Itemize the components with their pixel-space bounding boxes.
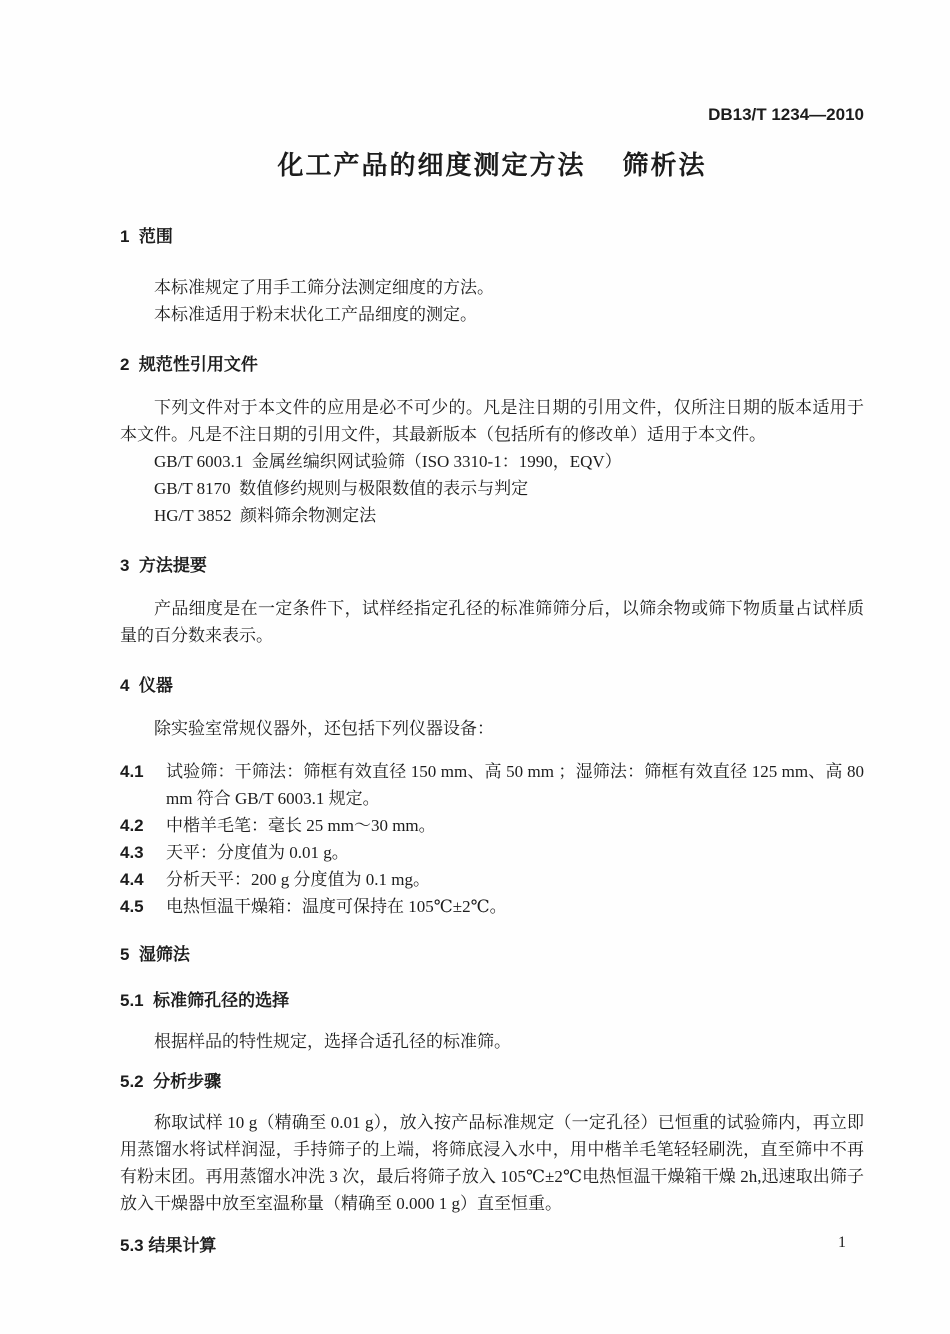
section-wet-sieve bbox=[120, 944, 864, 1257]
clause-text: 天平：分度值为 0.01 g。 bbox=[166, 843, 349, 862]
section-heading-apparatus: 4 仪器 bbox=[120, 676, 173, 695]
subsection-heading-5-3: 5.3 结果计算 bbox=[120, 1236, 217, 1255]
paragraph: 产品细度是在一定条件下，试样经指定孔径的标准筛筛分后，以筛余物或筛下物质量占试样质量的百分数来表示。 bbox=[120, 599, 864, 645]
paragraph: 本标准规定了用手工筛分法测定细度的方法。 bbox=[154, 278, 494, 297]
section-normative-references bbox=[120, 354, 864, 529]
doc-header bbox=[120, 104, 864, 126]
section-heading-wet-sieve: 5 湿筛法 bbox=[120, 945, 190, 964]
reference-item: GB/T 6003.1 金属丝编织网试验筛（ISO 3310-1：1990，EQV） bbox=[154, 452, 622, 471]
paragraph: 根据样品的特性规定，选择合适孔径的标准筛。 bbox=[154, 1032, 511, 1051]
clause-text: 电热恒温干燥箱：温度可保持在 105℃±2℃。 bbox=[166, 897, 507, 916]
page-number: 1 bbox=[838, 1234, 846, 1251]
clause-4-2 bbox=[120, 812, 864, 839]
clause-number: 4.5 bbox=[120, 897, 144, 916]
clause-text: 中楷羊毛笔：毫长 25 mm～30 mm。 bbox=[166, 816, 436, 835]
paragraph: 称取试样 10 g（精确至 0.01 g），放入按产品标准规定（一定孔径）已恒重的试验筛内，再立即用蒸馏水将试样润湿，手持筛子的上端，将筛底浸入水中，用中楷羊毛笔轻轻刷洗，直至筛中不再有粉末团。再用蒸馏水冲洗 3 次，最后将筛子放入 105℃±2℃电热恒温干燥箱干燥 2h,迅速取出筛子放入干燥器中放至室温称量（精确至 0.000 1 g）直至恒重。 bbox=[120, 1113, 864, 1213]
paragraph: 除实验室常规仪器外，还包括下列仪器设备： bbox=[154, 719, 494, 738]
subsection-heading-5-1: 5.1 标准筛孔径的选择 bbox=[120, 991, 290, 1010]
clause-number: 4.4 bbox=[120, 870, 144, 889]
doc-number: DB13/T 1234—2010 bbox=[708, 105, 864, 124]
clause-4-1 bbox=[120, 758, 869, 812]
doc-title: 化工产品的细度测定方法 筛析法 bbox=[277, 150, 707, 180]
section-heading-method-summary: 3 方法提要 bbox=[120, 556, 207, 575]
section-heading-normative-references: 2 规范性引用文件 bbox=[120, 355, 258, 374]
clause-4-5 bbox=[120, 893, 864, 920]
clause-4-3 bbox=[120, 839, 864, 866]
clause-4-4 bbox=[120, 866, 864, 893]
section-heading-scope: 1 范围 bbox=[120, 227, 173, 246]
reference-item: GB/T 8170 数值修约规则与极限数值的表示与判定 bbox=[154, 479, 529, 498]
subsection-heading-5-2: 5.2 分析步骤 bbox=[120, 1072, 222, 1091]
clause-text: 试验筛：干筛法：筛框有效直径 150 mm、高 50 mm ；湿筛法：筛框有效直径 125 mm、高 80 mm 符合 GB/T 6003.1 规定。 bbox=[166, 762, 869, 808]
clause-number: 4.2 bbox=[120, 816, 144, 835]
section-method-summary bbox=[120, 555, 864, 649]
section-scope bbox=[120, 226, 864, 328]
paragraph: 本标准适用于粉末状化工产品细度的测定。 bbox=[154, 305, 477, 324]
section-apparatus bbox=[120, 675, 869, 920]
paragraph: 下列文件对于本文件的应用是必不可少的。凡是注日期的引用文件，仅所注日期的版本适用于本文件。凡是不注日期的引用文件，其最新版本（包括所有的修改单）适用于本文件。 bbox=[120, 398, 864, 444]
clause-number: 4.3 bbox=[120, 843, 144, 862]
clause-text: 分析天平：200 g 分度值为 0.1 mg。 bbox=[166, 870, 430, 889]
reference-item: HG/T 3852 颜料筛余物测定法 bbox=[154, 506, 377, 525]
clause-number: 4.1 bbox=[120, 762, 144, 781]
